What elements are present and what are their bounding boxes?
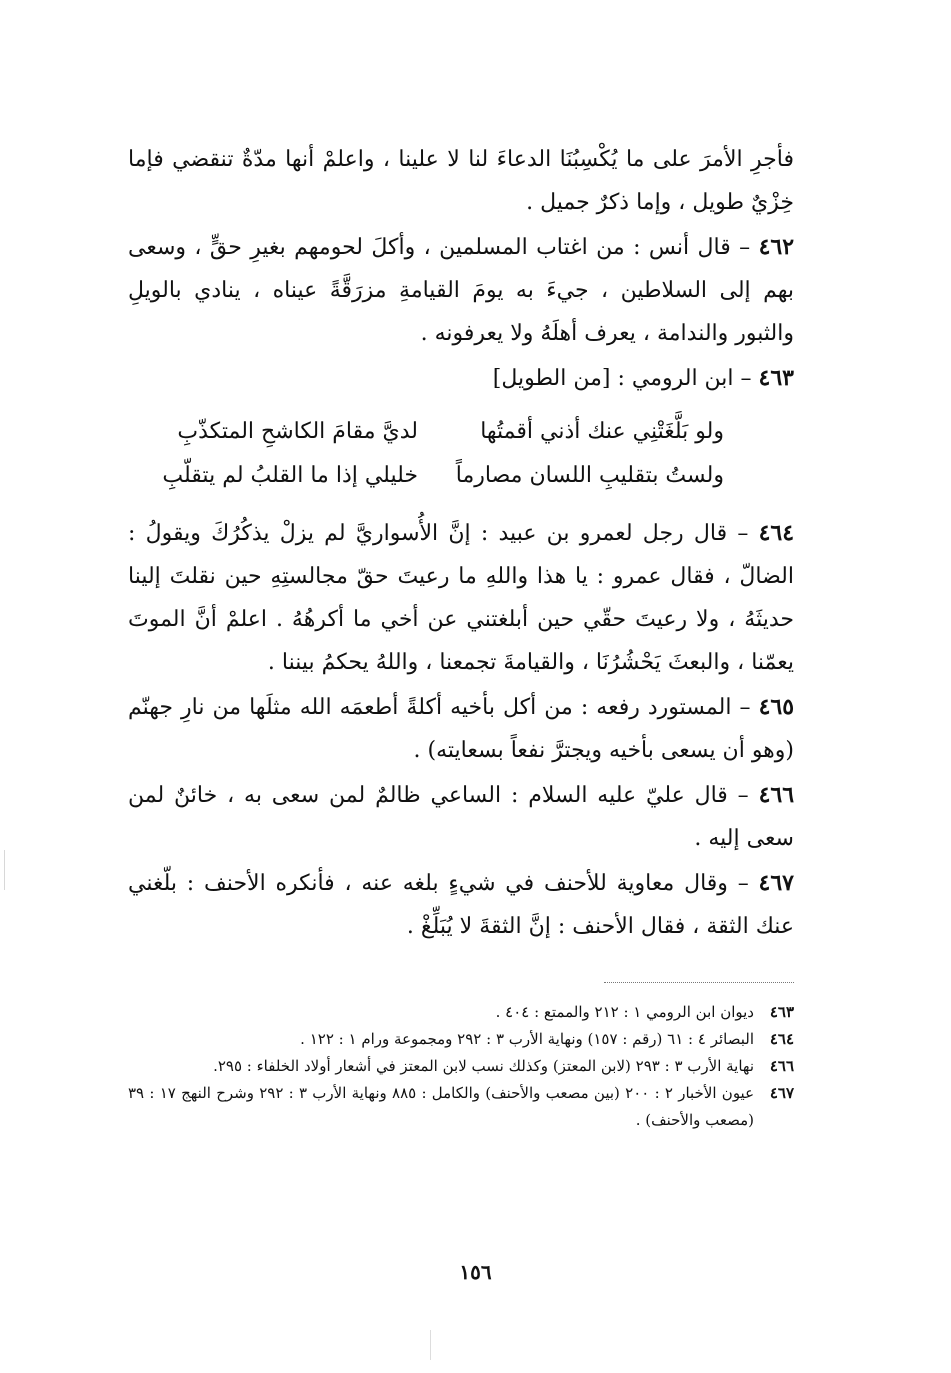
verse-first-hemistich: ولو بَلَّغَتْنِي عنك أذني أقمتُها xyxy=(480,419,724,444)
entry-number: ٤٦٣ xyxy=(758,365,794,391)
footnote-number: ٤٦٧ xyxy=(769,1084,794,1102)
paragraph-462 xyxy=(128,226,794,355)
verse-first-hemistich: ولستُ بتقليبِ اللسان مصارماً xyxy=(455,463,724,488)
verse-second-hemistich: خليلي إذا ما القلبُ لم يتقلّبِ xyxy=(162,463,418,488)
paragraph-464 xyxy=(128,512,794,684)
scan-mark xyxy=(4,850,5,890)
paragraph-463 xyxy=(128,357,794,400)
footnote xyxy=(128,1026,794,1053)
verse-line xyxy=(128,410,724,454)
footnote-text: البصائر ٤ : ٦١ (رقم : ١٥٧) ونهاية الأرب ٣ : ٢٩٢ ومجموعة ورام ١ : ١٢٢ . xyxy=(300,1030,754,1048)
paragraph-text: فأجرِ الأمرَ على ما يُكْسِبُنَا الدعاءَ لنا لا علينا ، واعلمْ أنها مدّةٌ تنقضي فإما خِزْيٌ طويل ، وإما ذكرٌ جميل . xyxy=(128,147,794,215)
verse-second-hemistich: لديَّ مقامَ الكاشحِ المتكذّبِ xyxy=(177,419,418,444)
entry-number: ٤٦٦ xyxy=(758,782,795,808)
paragraph-466 xyxy=(128,774,794,860)
entry-number: ٤٦٥ xyxy=(758,694,795,720)
footnote-text: نهاية الأرب ٣ : ٢٩٣ (لابن المعتز) وكذلك نسب لابن المعتز في أشعار أولاد الخلفاء : ٢٩٥. xyxy=(213,1057,754,1075)
page-number: ١٥٦ xyxy=(459,1260,492,1284)
paragraph-467 xyxy=(128,862,794,948)
entry-number: ٤٦٧ xyxy=(758,870,794,896)
footnote xyxy=(128,999,794,1026)
paragraph-text: – المستورد رفعه : من أكل بأخيه أكلةً أطعمَه الله مثلَها من نارِ جهنّم (وهو أن يسعى بأخيه ويجترَّ نفعاً بسعايته) . xyxy=(128,695,794,763)
page-body xyxy=(128,138,794,1134)
footnote-number: ٤٦٤ xyxy=(769,1030,794,1048)
paragraph-465 xyxy=(128,686,794,772)
footnote-separator xyxy=(604,982,794,983)
footnote xyxy=(128,1053,794,1080)
entry-number: ٤٦٤ xyxy=(758,520,795,546)
footnote-text: عيون الأخبار ٢ : ٢٠٠ (بين مصعب والأحنف) والكامل : ٨٨٥ ونهاية الأرب ٣ : ٢٩٢ وشرح النهج ١٧ : ٣٩ (مصعب والأحنف) . xyxy=(128,1084,755,1129)
verse-line xyxy=(128,454,724,498)
footnote-number: ٤٦٦ xyxy=(769,1057,794,1075)
entry-number: ٤٦٢ xyxy=(758,234,795,260)
paragraph-text: – قال عليّ عليه السلام : الساعي ظالمٌ لمن سعى به ، خائنٌ لمن سعى إليه . xyxy=(128,783,794,851)
paragraph-text: – ابن الرومي : [من الطويل] xyxy=(492,366,752,391)
footnote-number: ٤٦٣ xyxy=(769,1003,794,1021)
paragraph-text: – وقال معاوية للأحنف في شيءٍ بلغه عنه ، فأنكره الأحنف : بلّغني عنك الثقة ، فقال الأحنف : إنَّ الثقةَ لا يُبَلِّغْ . xyxy=(128,871,794,939)
scan-mark xyxy=(430,1330,431,1360)
paragraph-text: – قال أنس : من اغتاب المسلمين ، وأكلَ لحومهم بغيرِ حقٍّ ، وسعى بهم إلى السلاطين ، جيءَ به يومَ القيامةِ مزرَقَّةً عيناه ، ينادي بالويلِ والثبور والندامة ، يعرف أهلَهُ ولا يعرفونه . xyxy=(128,235,794,346)
footnote-text: ديوان ابن الرومي ١ : ٢١٢ والممتع : ٤٠٤ . xyxy=(495,1003,754,1021)
footnote xyxy=(128,1080,794,1134)
paragraph-continuation xyxy=(128,138,794,224)
paragraph-text: – قال رجل لعمرو بن عبيد : إنَّ الأُسواريَّ لم يزلْ يذكُرُكَ ويقولُ : الضالّ ، فقال عمرو : يا هذا واللهِ ما رعيتَ حقّ مجالستِهِ حين نقلتَ إلينا حديثَهُ ، ولا رعيتَ حقّي حين أبلغتني عن أخي ما أكرهُهُ . اعلمْ أنَّ الموتَ يعمّنا ، والبعثَ يَحْشُرُنَا ، والقيامةَ تجمعنا ، واللهُ يحكمُ بيننا . xyxy=(128,521,794,675)
poem-verses xyxy=(128,410,794,498)
